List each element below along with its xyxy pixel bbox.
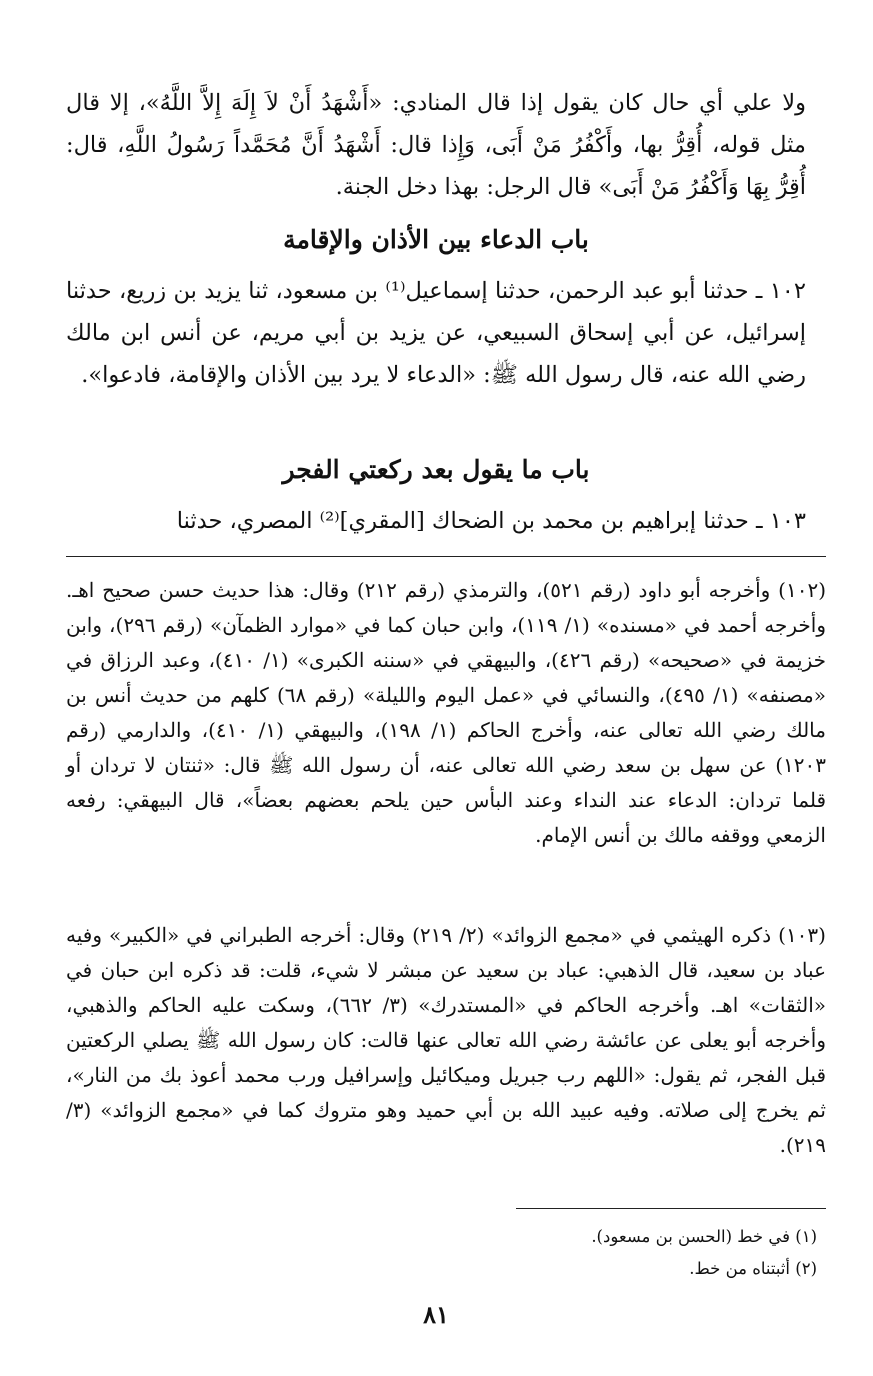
section-heading-dua: باب الدعاء بين الأذان والإقامة: [283, 225, 589, 254]
footnote-1: (١) في خط (الحسن بن مسعود).: [591, 1227, 817, 1246]
notes-separator: [66, 556, 826, 557]
hadith-103: [66, 500, 806, 542]
page-number: ٨١: [423, 1300, 449, 1329]
footnote-2: (٢) أثبتناه من خط.: [689, 1259, 817, 1278]
note-102-text: (١٠٢) وأخرجه أبو داود (رقم ٥٢١)، والترمذي (رقم ٢١٢) وقال: هذا حديث حسن صحيح اهـ. وأخرجه أحمد في «مسنده» (١/ ١١٩)، وابن حبان كما في «موارد الظمآن» (رقم ٢٩٦)، وابن خزيمة في «صحيحه» (رقم ٤٢٦)، والبيهقي في «سننه الكبرى» (١/ ٤١٠)، وعبد الرزاق في «مصنفه» (١/ ٤٩٥)، والنسائي في «عمل اليوم والليلة» (رقم ٦٨) كلهم من حديث أنس بن مالك رضي الله تعالى عنه، وأخرج الحاكم (١/ ١٩٨)، والبيهقي (١/ ٤١٠)، والدارمي (رقم ١٢٠٣) عن سهل بن سعد رضي الله تعالى عنه، أن رسول الله ﷺ قال: «ثنتان لا تردان أو قلما تردان: الدعاء عند النداء وعند البأس حين يلحم بعضهم بعضاً»، قال البيهقي: رفعه الزمعي ووقفه مالك بن أنس الإمام.: [66, 578, 827, 847]
hadith-102: [66, 270, 806, 396]
note-103: [66, 918, 826, 1163]
section-heading-fajr: باب ما يقول بعد ركعتي الفجر: [282, 455, 590, 484]
opening-text: ولا علي أي حال كان يقول إذا قال المنادي: «أَشْهَدُ أَنْ لاَ إِلَهَ إِلاَّ اللَّهُ»، إلا قال مثل قوله، أُقِرُّ بها، وأَكْفُرُ مَنْ أَبَى، وَإِذا قال: أَشْهَدُ أَنَّ مُحَمَّداً رَسُولُ اللَّهِ، قال: أُقِرُّ بِهَا وَأَكْفُرُ مَنْ أَبَى» قال الرجل: بهذا دخل الجنة.: [66, 90, 806, 200]
note-103-text: (١٠٣) ذكره الهيثمي في «مجمع الزوائد» (٢/ ٢١٩) وقال: أخرجه الطبراني في «الكبير» وفيه عباد بن سعيد، قال الذهبي: عباد بن سعيد عن مبشر لا شيء، قلت: قد ذكره ابن حبان في «الثقات» اهـ. وأخرجه الحاكم في «المستدرك» (٣/ ٦٦٢)، وسكت عليه الحاكم والذهبي، وأخرجه أبو يعلى عن عائشة رضي الله تعالى عنها قالت: كان رسول الله ﷺ يصلي الركعتين قبل الفجر، ثم يقول: «اللهم رب جبريل وميكائيل وإسرافيل ورب محمد أعوذ بك من النار»، ثم يخرج إلى صلاته. وفيه عبيد الله بن أبي حميد وهو متروك كما في «مجمع الزوائد» (٣/ ٢١٩).: [66, 923, 826, 1157]
opening-paragraph: [66, 82, 806, 208]
footnotes-separator: [516, 1208, 826, 1209]
hadith-102-text: ١٠٢ ـ حدثنا أبو عبد الرحمن، حدثنا إسماعيل⁽¹⁾ بن مسعود، ثنا يزيد بن زريع، حدثنا إسرائيل، عن أبي إسحاق السبيعي، عن يزيد بن أبي مريم، عن أنس ابن مالك رضي الله عنه، قال رسول الله ﷺ: «الدعاء لا يرد بين الأذان والإقامة، فادعوا».: [66, 278, 806, 388]
hadith-103-text: ١٠٣ ـ حدثنا إبراهيم بن محمد بن الضحاك [المقري]⁽²⁾ المصري، حدثنا: [176, 508, 806, 534]
note-102: [66, 573, 826, 853]
